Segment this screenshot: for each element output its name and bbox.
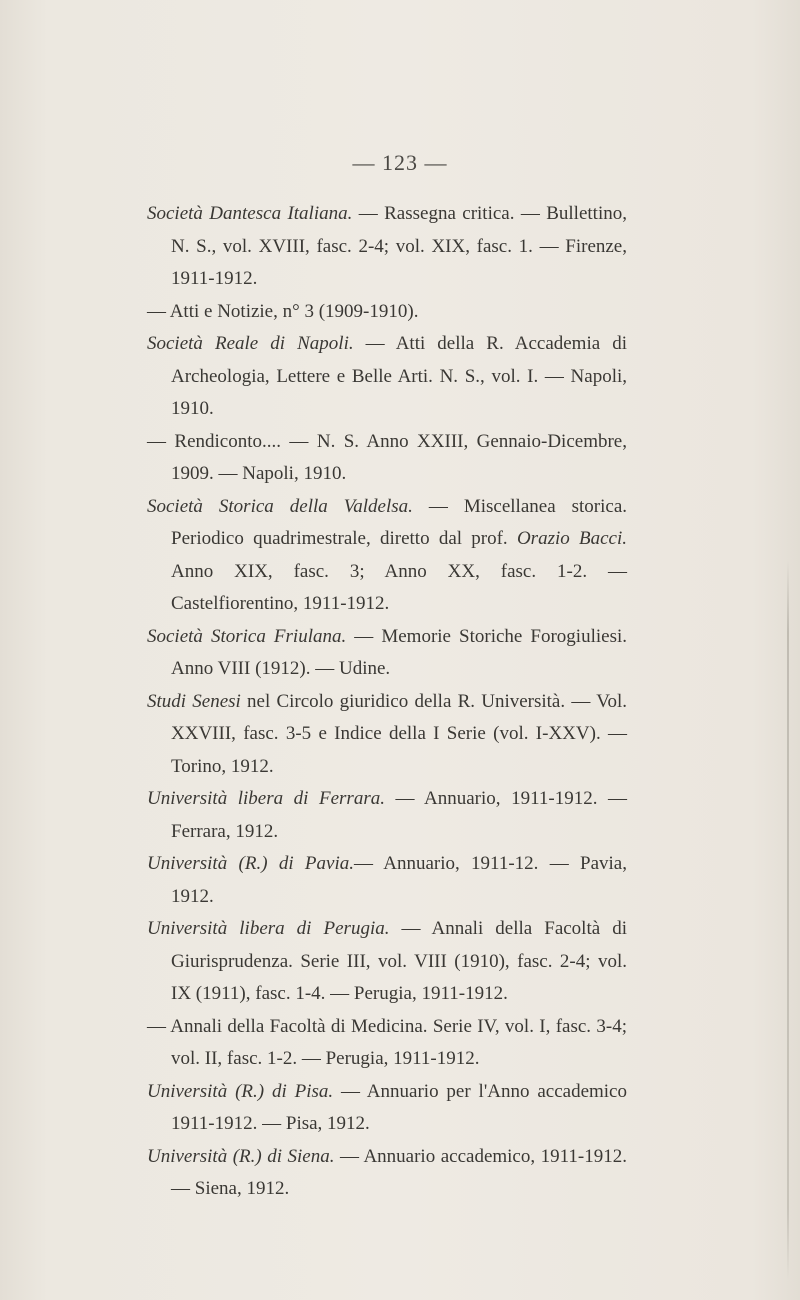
bibliography-entry [147,491,627,621]
entry-text: — Rassegna critica. — Bullettino, N. S., vol. XVIII, fasc. 2-4; vol. XIX, fasc. 1. — Firenze, 1911-1912. [171,203,627,289]
bibliography-list [147,198,627,1206]
entry-text: — Annali della Facoltà di Medicina. Serie IV, vol. I, fasc. 3-4; vol. II, fasc. 1-2. — Perugia, 1911-1912. [147,1015,627,1069]
bibliography-entry [147,848,627,913]
bibliography-entry [147,1076,627,1141]
entry-text: nel Circolo giuridico della R. Università. — Vol. XXVIII, fasc. 3-5 e Indice della I Serie (vol. I-XXV). — Torino, 1912. [171,690,627,777]
entry-title: Università libera di Perugia. [147,918,390,939]
entry-text: Anno XIX, fasc. 3; Anno XX, fasc. 1-2. — Castelfiorentino, 1911-1912. [171,560,627,614]
bibliography-entry [147,783,627,848]
page-edge-shadow [787,560,789,1280]
page-number: — 123 — [352,150,448,175]
entry-text: — Annali della Facoltà di Giurisprudenza. Serie III, vol. VIII (1910), fasc. 2-4; vol. IX (1911), fasc. 1-4. — Perugia, 1911-1912. [171,918,627,1004]
bibliography-entry [147,686,627,784]
entry-text: — Annuario accademico, 1911-1912. — Siena, 1912. [171,1145,627,1199]
entry-title: Società Dantesca Italiana. [147,203,353,224]
bibliography-entry [147,1011,627,1076]
entry-title: Università (R.) di Pisa. [147,1080,334,1102]
entry-title: Università libera di Ferrara. [147,788,385,809]
entry-text: — Atti della R. Accademia di Archeologia, Lettere e Belle Arti. N. S., vol. I. — Napoli, 1910. [171,333,628,419]
bibliography-entry [147,328,627,426]
bibliography-entry [147,198,627,296]
entry-title: Società Storica della Valdelsa. [147,495,413,517]
bibliography-entry [147,913,627,1011]
entry-author: Orazio Bacci. [516,528,627,549]
bibliography-entry [147,1141,627,1206]
entry-text: — Annuario per l'Anno accademico 1911-1912. — Pisa, 1912. [171,1080,627,1134]
bibliography-entry [147,296,627,329]
bibliography-entry [147,426,627,491]
entry-text: — Memorie Storiche Forogiuliesi. Anno VIII (1912). — Udine. [171,625,627,679]
entry-text: — Rendiconto.... — N. S. Anno XXIII, Gennaio-Dicembre, 1909. — Napoli, 1910. [147,430,627,484]
entry-title: Università (R.) di Siena. [147,1145,335,1167]
entry-title: Studi Senesi [147,690,241,712]
entry-text: — Atti e Notizie, n° 3 (1909-1910). [147,300,419,322]
entry-text: — Annuario, 1911-1912. — Ferrara, 1912. [171,788,627,842]
entry-text: — Miscellanea storica. Periodico quadrimestrale, diretto dal prof. [171,495,627,549]
entry-title: Società Storica Friulana. [147,625,347,647]
bibliography-entry [147,621,627,686]
entry-title: Società Reale di Napoli. [147,333,354,354]
entry-title: Università (R.) di Pavia. [147,853,354,874]
entry-text: — Annuario, 1911-12. — Pavia, 1912. [171,853,627,907]
